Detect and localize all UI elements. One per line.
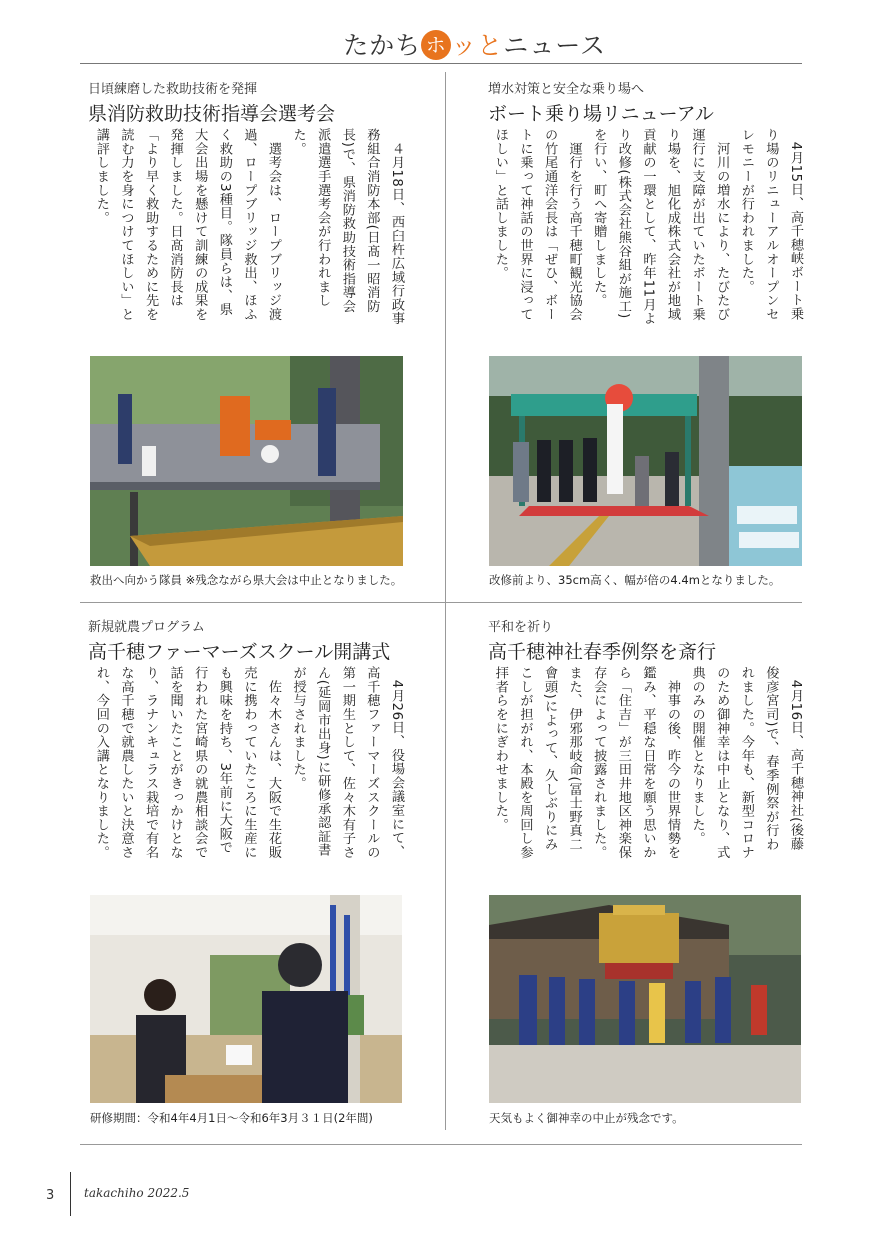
article-headline: ボート乗り場リニューアル — [488, 103, 714, 125]
article-kicker: 日頃練磨した救助技術を発揮 — [88, 82, 258, 97]
page-number: 3 — [46, 1188, 55, 1203]
article-rescue — [88, 78, 428, 126]
row-divider — [80, 602, 802, 603]
shrine-illustration — [489, 895, 801, 1103]
article-farmers-school — [88, 616, 428, 664]
column-divider — [445, 72, 446, 1130]
bottom-rule — [80, 1144, 802, 1145]
article-kicker: 増水対策と安全な乗り場へ — [488, 82, 645, 97]
article-body: 4月16日、高千穂神社(後藤 俊彦宮司)で、春季例祭が行わ れました。今年も、新型コロナ のため御神幸は中止となり、式 典のみの開催となりました。 神事の後、昨今の世界情勢を 鑑み、平穏な日常を願う思いか ら「住吉」が三田井地区神楽保 存会によって披露されました。 また、伊邪那岐命(冨士野真二 會頭)によって、久しぶりにみ こしが担がれ、本殿を周回し参 拝者らをにぎわせました。 — [492, 666, 803, 860]
boat-illustration — [489, 356, 802, 566]
article-headline: 高千穂神社春季例祭を斎行 — [488, 641, 717, 663]
article-headline: 高千穂ファーマーズスクール開講式 — [88, 641, 391, 663]
boat-photo — [489, 356, 802, 566]
rescue-photo — [90, 356, 403, 566]
section-title — [343, 26, 606, 62]
article-headline: 県消防救助技術指導会選考会 — [88, 103, 336, 125]
article-body: 4月26日、役場会議室にて、 高千穂ファーマーズスクールの 第一期生として、佐々木有子さ ん(延岡市出身)に研修承認証書 が授与されました。 佐々木さんは、大阪で生花販 売に携わっていたころに生産に も興味を持ち、3年前に大阪で 行われた宮崎県の就農相談会で 話を聞いたことがきっかけとな り、ラナンキュラス栽培で有名 な高千穂で就農したいと決意さ れ、今回の入講となりました。 — [93, 666, 404, 860]
header-rule — [80, 63, 802, 64]
shrine-photo — [489, 895, 801, 1103]
title-part-a: たかち — [343, 31, 422, 60]
article-shrine-festival — [488, 616, 828, 664]
photo-caption: 救出へ向かう隊員 ※残念ながら県大会は中止となりました。 — [90, 573, 403, 587]
photo-caption: 天気もよく御神幸の中止が残念です。 — [489, 1111, 684, 1125]
title-part-c: ニュース — [503, 31, 606, 60]
rescue-illustration — [90, 356, 403, 566]
article-boat — [488, 78, 828, 126]
article-kicker: 新規就農プログラム — [88, 620, 205, 635]
page-header — [80, 22, 802, 66]
article-body: 4月15日、高千穂峡ボート乗 り場のリニューアルオープンセ レモニーが行われました。 河川の増水により、たびたび 運行に支障が出ていたボート乗 り場を、旭化成株式会社が地域 貢献の一環として、昨年11月よ り改修(株式会社熊谷組が施工) を行い、町へ寄贈しました。 運行を行う高千穂町観光協会 の竹尾通洋会長は「ぜひ、ボー トに乗って神話の世界に浸って ほしい」と話しました。 — [492, 128, 803, 326]
photo-caption: 研修期間：令和4年4月1日〜令和6年3月３１日(2年間) — [90, 1111, 373, 1125]
ceremony-illustration — [90, 895, 402, 1103]
title-circle: ホ — [421, 30, 451, 60]
magazine-issue: takachiho 2022.5 — [84, 1186, 190, 1200]
ceremony-photo — [90, 895, 402, 1103]
title-part-b: と — [477, 31, 504, 60]
article-body: ４月18日、西臼杵広域行政事 務組合消防本部(日髙一昭消防 長)で、県消防救助技術指導会 派遣選手選考会が行われまし た。 選考会は、ロープブリッジ渡 過、ロープブリッジ救出、ほふ く救助の3種目。隊員らは、県 大会出場を懸けて訓練の成果を 発揮しました。日髙消防長は 「より早く救助するために先を 読む力を身につけてほしい」と 講評しました。 — [93, 128, 404, 326]
article-kicker: 平和を祈り — [488, 620, 554, 635]
title-hot: ッ — [451, 31, 478, 60]
footer-rule — [70, 1172, 71, 1216]
photo-caption: 改修前より、35cm高く、幅が倍の4.4mとなりました。 — [489, 573, 781, 587]
